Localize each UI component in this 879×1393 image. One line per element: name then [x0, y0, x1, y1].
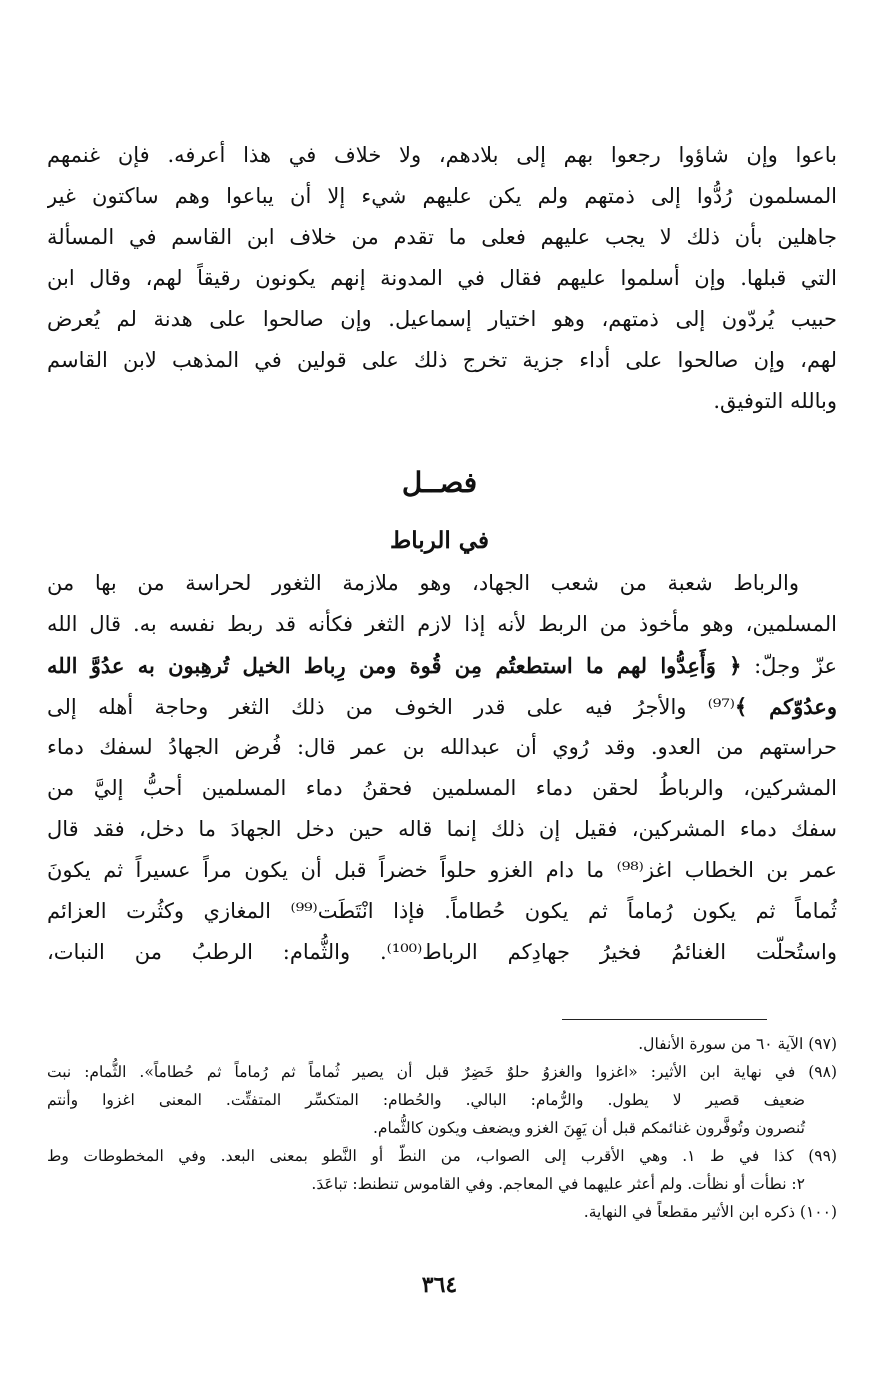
quran-verse: وعدُوّكم ﴾ [734, 694, 837, 719]
section-title: فصــل [401, 466, 478, 499]
footnote-99: (٩٩) كذا في ط ١. وهي الأقرب إلى الصواب، من النطّ أو النَّطو بمعنى البعد. وفي المخطوطات وط [47, 1147, 837, 1165]
body-line: التي قبلها. وإن أسلموا عليهم فقال في المدونة إنهم يكونون رقيقاً لهم، وقال ابن [47, 266, 837, 290]
body-line: حراستهم من العدو. وقد رُوي أن عبدالله بن عمر قال: فُرض الجهادُ لسفك دماء [47, 735, 837, 759]
body-line: سفك دماء المشركين، فقيل إن ذلك إنما قاله حين دخل الجهادَ ما دخل، فقد قال [47, 817, 837, 841]
body-line: عمر بن الخطاب اغز⁽⁹⁸⁾ ما دام الغزو حلواً خضراً قبل أن يكون مراً عسيراً ثم يكونَ [47, 858, 837, 882]
footnote-97: (٩٧) الآية ٦٠ من سورة الأنفال. [638, 1035, 837, 1053]
footnotes [47, 1030, 837, 1226]
footnote-separator [562, 1019, 767, 1020]
paragraph-ribat [47, 563, 837, 973]
body-line: حبيب يُردّون إلى ذمتهم، وهو اختيار إسماعيل. وإن صالحوا على هدنة لم يُعرض [47, 307, 837, 331]
footnote-98-continued: تُنصرون وتُوفَّرون غنائمكم قبل أن يَهِنَ الغزو ويضعف ويكون كالثُّمام. [372, 1119, 805, 1137]
body-line: ثُماماً ثم يكون رُماماً ثم يكون حُطاماً. فإذا انْتَطَت⁽⁹⁹⁾ المغازي وكثُرت العزائم [47, 899, 837, 923]
body-line [47, 686, 837, 727]
quran-verse: ﴿ وَأَعِدُّوا لهم ما استطعتُم مِن قُوة ومن رِباط الخيل تُرهِبون به عدُوَّ الله [47, 653, 742, 678]
footnote-99-continued: ٢: نطأت أو نظأت. ولم أعثر عليهما في المعاجم. وفي القاموس تنطنط: تباعَدَ. [311, 1175, 805, 1193]
footnote-100: (١٠٠) ذكره ابن الأثير مقطعاً في النهاية. [583, 1203, 837, 1221]
body-line: لهم، وإن صالحوا على أداء جزية تخرج ذلك على قولين في المذهب لابن القاسم [47, 348, 837, 372]
body-line: واستُحلّت الغنائمُ فخيرُ جهادِكم الرباط⁽¹⁰⁰⁾. والثُّمام: الرطبُ من النبات، [47, 940, 837, 964]
body-line: المشركين، والرباطُ لحقن دماء المسلمين فحقنُ دماء المسلمين أحبُّ إليَّ من [47, 776, 837, 800]
body-line: المسلمين، وهو مأخوذ من الربط لأنه إذا لازم الثغر فكأنه قد ربط نفسه به. قال الله [47, 612, 837, 636]
body-line: والرباط شعبة من شعب الجهاد، وهو ملازمة الثغور لحراسة من بها من [47, 571, 799, 595]
section-subtitle: في الرباط [390, 527, 489, 554]
page-number: ٣٦٤ [421, 1272, 458, 1298]
body-text: ⁽⁹⁷⁾ والأجرُ فيه على قدر الخوف من ذلك الثغر وحاجة أهله إلى [47, 695, 735, 719]
body-line: باعوا وإن شاؤوا رجعوا بهم إلى بلادهم، ولا خلاف في هذا أعرفه. فإن غنمهم [47, 143, 837, 167]
footnote-98-continued: ضعيف قصير لا يطول. والرُّمام: البالي. والحُطام: المتكسِّر المتفتِّت. المعنى اغزوا وأنتم [47, 1091, 805, 1109]
body-line [47, 645, 837, 686]
body-line: جاهلين بأن ذلك لا يجب عليهم فعلى ما تقدم من خلاف ابن القاسم في المسألة [47, 225, 837, 249]
body-line: وبالله التوفيق. [713, 389, 837, 413]
paragraph-continuation [47, 135, 837, 422]
body-text: عزّ وجلّ: [741, 654, 837, 678]
body-line: المسلمون رُدُّوا إلى ذمتهم ولم يكن عليهم شيء إلا أن يباعوا وهم ساكتون غير [47, 184, 837, 208]
footnote-98: (٩٨) في نهاية ابن الأثير: «اغزوا والغزوُ حلوٌ خَضِرٌ قبل أن يصير ثُماماً ثم رُماماً ثم حُطاماً». الثُّمام: نبت [47, 1063, 837, 1081]
